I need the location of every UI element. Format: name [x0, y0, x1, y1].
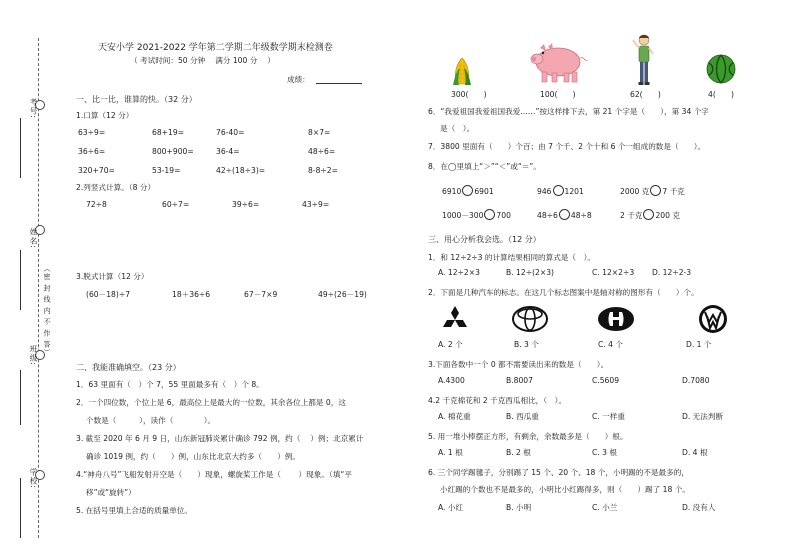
choice-option: A. 1 根 [438, 448, 463, 457]
choice-option: D. 无法判断 [682, 412, 724, 421]
fill-in-line: 移”或“旋转”） [86, 488, 136, 497]
compare-item [442, 185, 494, 197]
compare-right: 1201 [564, 187, 584, 196]
choice-option: B. 3 个 [514, 340, 539, 349]
vertical-calc-item: 43÷9= [302, 200, 330, 209]
choice-option: B. 西瓜重 [506, 412, 539, 421]
stepwise-calc-item: 18＋36÷6 [172, 290, 211, 299]
fill-in-line: 5. 在括号里填上合适的质量单位。 [76, 506, 192, 515]
q7: 7．3800 里面有（ ）个百；由 7 个千、2 个十和 6 个一组成的数是（ ）。 [428, 142, 706, 151]
oral-calc-item: 42÷(18÷3)= [216, 166, 266, 175]
s3-q5: 5. 用一堆小棒摆正方形，有剩余，余数最多是（ ）根。 [428, 432, 628, 441]
stepwise-calc-item: 49÷(26－19) [318, 290, 367, 299]
oral-label: 1.口算（12 分） [76, 111, 134, 120]
choice-option: C.5609 [592, 376, 620, 385]
choice-option: B. 12÷(2×3) [506, 268, 555, 277]
oral-calc-item: 8-8÷2= [308, 166, 338, 175]
corn-icon [452, 56, 472, 86]
pig-icon [528, 42, 588, 84]
toyota-logo-icon [512, 306, 548, 332]
compare-left: 1000－300 [442, 211, 484, 220]
name-label: 姓名: [29, 228, 38, 249]
score-label: 成绩： [287, 75, 310, 84]
choice-option: D. 12÷2-3 [652, 268, 692, 277]
choice-option: C. 小兰 [592, 503, 618, 512]
vertical-calc-item: 72÷8 [86, 200, 107, 209]
fill-in-line: 2．一个四位数，个位上是 6，最高位上是最大的一位数，其余各位上都是 0，这 [76, 398, 346, 407]
stepwise-calc-item: (60－18)÷7 [86, 290, 131, 299]
compare-item [537, 209, 592, 221]
compare-left: 48÷6 [537, 211, 558, 220]
exam-title: 天安小学 2021-2022 学年第二学期二年级数学期末检测卷 [98, 43, 333, 53]
choice-option: A. 2 个 [438, 340, 463, 349]
stepwise-label: 3.脱式计算（12 分） [76, 272, 149, 281]
compare-right: 7 千克 [662, 187, 685, 196]
compare-circle[interactable] [643, 209, 654, 220]
oral-calc-item: 53-19= [152, 166, 181, 175]
choice-option: A.4300 [438, 376, 465, 385]
oral-calc-item: 800+900= [152, 147, 194, 156]
compare-item [620, 185, 685, 197]
exam-subtitle: （ 考试时间：50 分钟 满分 100 分 ） [130, 56, 275, 65]
oral-calc-item: 36÷6= [78, 147, 106, 156]
stepwise-calc-item: 67－7×9 [244, 290, 278, 299]
s3-q2: 2．下面是几种汽车的标志。在这几个标志图案中是轴对称的图形有（ ）个。 [428, 288, 699, 297]
compare-circle[interactable] [484, 209, 495, 220]
compare-circle[interactable] [559, 209, 570, 220]
volkswagen-logo-icon [698, 304, 728, 334]
compare-item [442, 209, 511, 221]
compare-right: 48÷8 [570, 211, 592, 220]
q6-line1: 6．“我爱祖国我爱祖国我爱……”按这样排下去，第 21 个字是（ ），第 34 个字 [428, 107, 709, 116]
animal-weight-label: 62( ) [630, 90, 661, 99]
choice-option: D. 没有人 [682, 503, 716, 512]
q8: 8．在◯里填上“＞”“＜”或“＝”。 [428, 162, 541, 171]
class-line [20, 370, 21, 425]
oral-calc-item: 8×7= [308, 128, 331, 137]
boy-icon [632, 34, 656, 86]
s3-q1: 1．和 12÷2÷3 的计算结果相同的算式是（ ）。 [428, 253, 596, 262]
oral-calc-item: 63÷9= [78, 128, 106, 137]
compare-left: 946 [537, 187, 552, 196]
compare-item [620, 209, 680, 221]
oral-calc-item: 76-40= [216, 128, 245, 137]
compare-left: 2 千克 [620, 211, 643, 220]
choice-option: C. 12×2÷3 [592, 268, 635, 277]
compare-left: 6910 [442, 187, 462, 196]
section1-heading: 一、比一比，谁算的快。（32 分） [76, 95, 197, 104]
vertical-calc-item: 60÷7= [162, 200, 190, 209]
section3-heading: 三、用心分析我会选。（12 分） [428, 235, 541, 244]
oral-calc-item: 36-4= [216, 147, 240, 156]
fill-in-line: 确诊 1019 例，约（ ）例，山东比北京大约多（ ）例。 [86, 452, 300, 461]
score-blank[interactable] [316, 83, 362, 84]
vertical-label: 2.列竖式计算。（8 分） [76, 183, 156, 192]
choice-option: C. 3 根 [592, 448, 617, 457]
compare-circle[interactable] [462, 185, 473, 196]
exam-no-label: 考号: [29, 98, 38, 119]
choice-option: A. 12÷2×3 [438, 268, 480, 277]
compare-left: 2000 克 [620, 187, 650, 196]
choice-option: D. 4 根 [682, 448, 708, 457]
choice-option: B. 小明 [506, 503, 532, 512]
s3-q3: 3.下面各数中一个 0 都不需要读出来的数是（ ）。 [428, 360, 609, 369]
fill-in-line: 1．63 里面有（ ）个 7，55 里面最多有（ ）个 8。 [76, 380, 264, 389]
choice-option: C. 一样重 [592, 412, 625, 421]
school-line [20, 478, 21, 538]
s3-q4: 4.2 千克棉花和 2 千克西瓜相比，（ ）。 [428, 396, 567, 405]
compare-right: 200 克 [655, 211, 680, 220]
choice-option: B. 2 根 [506, 448, 531, 457]
hyundai-logo-icon [597, 306, 635, 332]
fill-in-line: 个数是（ ），读作（ ）。 [86, 416, 216, 425]
choice-option: D.7080 [682, 376, 710, 385]
section2-heading: 二、我能准确填空。（23 分） [76, 363, 181, 372]
q6-line2: 是（ ）。 [440, 124, 475, 133]
oral-calc-item: 320+70= [78, 166, 115, 175]
choice-option: D. 1 个 [686, 340, 712, 349]
s3-q6-line2: 小红踢的个数也不是最多的，小明比小红踢得多，则（ ）踢了 18 个。 [440, 485, 690, 494]
compare-circle[interactable] [553, 185, 564, 196]
oral-calc-item: 48÷6= [308, 147, 336, 156]
animal-weight-label: 100( ) [540, 90, 576, 99]
vertical-calc-item: 39÷6= [232, 200, 260, 209]
compare-right: 6901 [474, 187, 494, 196]
class-label: 班级: [29, 345, 38, 366]
watermelon-icon [706, 54, 736, 84]
fill-in-line: 3. 截至 2020 年 6 月 9 日，山东新冠肺炎累计确诊 792 例，约（ ）例；北京累计 [76, 434, 364, 443]
exam-no-line [20, 118, 21, 178]
oral-calc-item: 68+19= [152, 128, 185, 137]
animal-weight-label: 300( ) [451, 90, 487, 99]
compare-item [537, 185, 584, 197]
choice-option: A. 小红 [438, 503, 464, 512]
name-line [20, 250, 21, 310]
compare-circle[interactable] [650, 185, 661, 196]
s3-q6-line1: 6. 三个同学踢毽子，分别踢了 15 个、20 个、18 个，小明踢的不是最多的， [428, 468, 689, 477]
fill-in-line: 4.“神舟八号”飞船发射升空是（ ）现象，螺旋桨工作是（ ）现象。（填“平 [76, 470, 352, 479]
seal-line-text: （密 封 线 内 不 作 答） [43, 265, 51, 357]
school-label: 学校: [29, 468, 38, 489]
compare-right: 700 [496, 211, 511, 220]
choice-option: C. 4 个 [598, 340, 623, 349]
choice-option: B.8007 [506, 376, 533, 385]
animal-weight-label: 4( ) [708, 90, 734, 99]
mitsubishi-logo-icon [440, 306, 470, 334]
choice-option: A. 棉花重 [438, 412, 471, 421]
